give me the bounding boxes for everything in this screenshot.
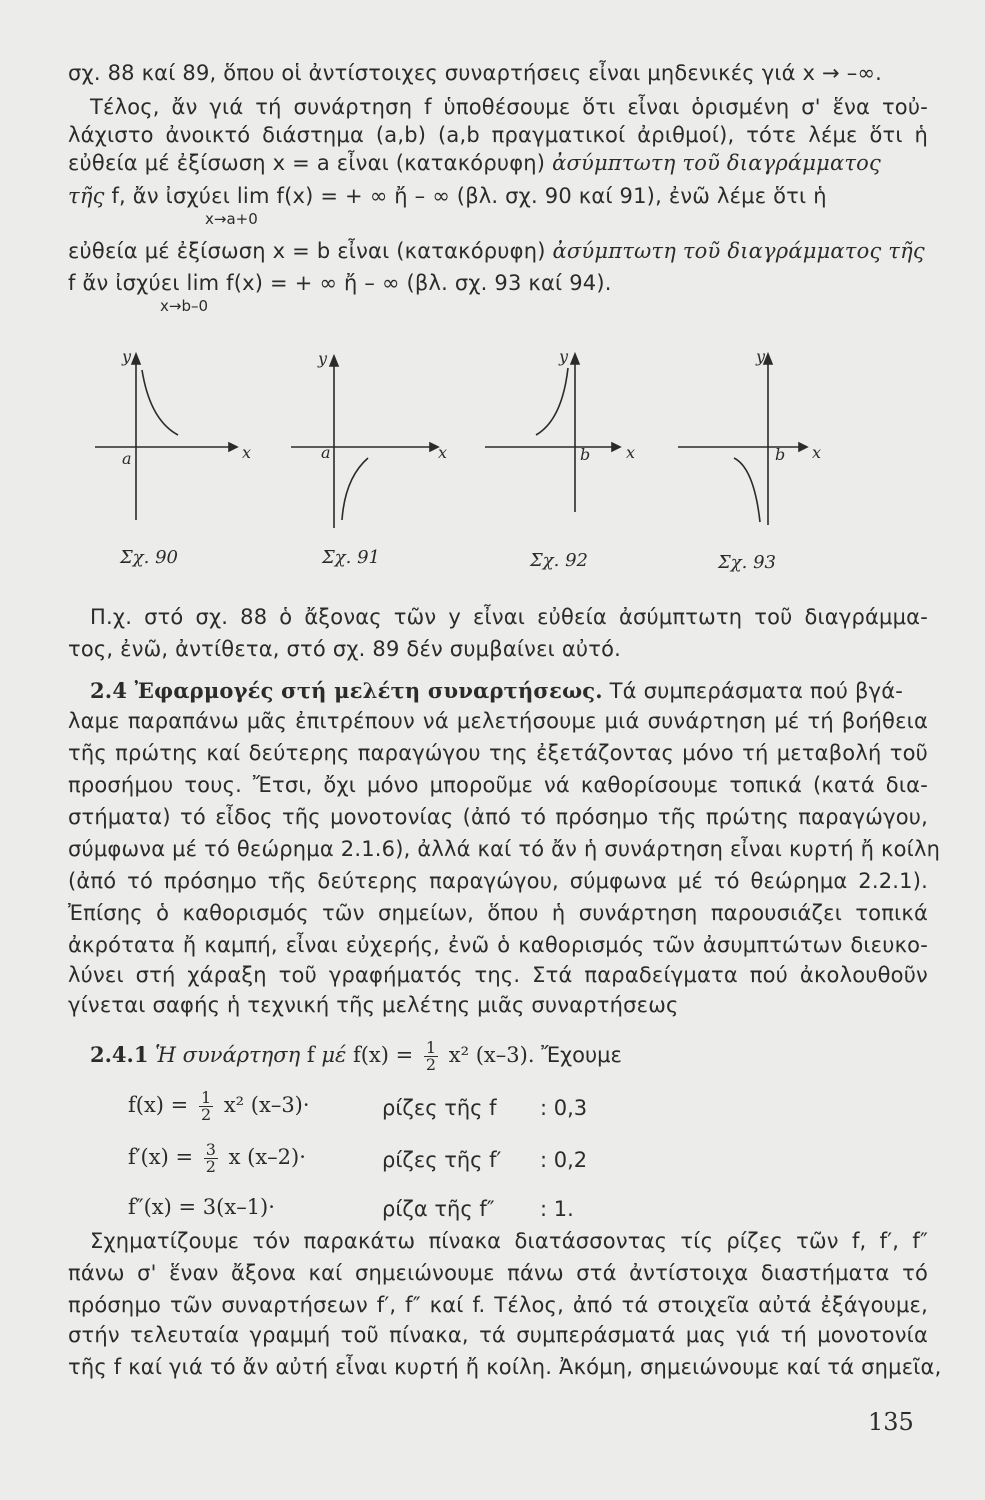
x-label: x [626,443,636,462]
equation-f-double-prime: f″(x) = 3(x–1)· [128,1195,275,1219]
text-line: στήν τελευταία γραμμή τοῦ πίνακα, τά συμπεράσματά μας γιά τή μονοτονία [68,1323,928,1347]
text-span: Τά συμπεράσματα πού βγά- [609,679,904,703]
y-label: y [318,349,328,368]
y-axis-arrow [330,356,338,366]
text-line: στήματα) τό εἶδος τῆς μονοτονίας (ἀπό τό πρόσημο τῆς πρώτης παραγώγου, [68,805,928,829]
text-line [68,183,928,209]
subsection-number: 2.4.1 [90,1042,149,1067]
x-label: x [438,443,448,462]
subsection-title: Ἡ συνάρτηση [155,1043,301,1067]
eq-lhs: f(x) = [128,1093,189,1117]
x-axis-arrow [229,443,237,451]
y-axis-arrow [132,354,140,364]
figure-caption: Σχ. 91 [322,547,380,568]
curve [536,368,568,435]
denominator: 2 [200,1105,212,1124]
text-line: Ἐπίσης ὁ καθορισμός τῶν σημείων, ὅπου ἡ συνάρτηση παρουσιάζει τοπικά [68,901,928,925]
numerator: 1 [425,1038,437,1057]
y-axis-arrow [571,354,579,364]
b-label: b [775,445,786,464]
section-heading: 2.4 Ἐφαρμογές στή μελέτη συναρτήσεως. [90,678,603,703]
x-label: x [242,443,252,462]
x-axis-arrow [430,443,438,451]
x-label: x [812,443,822,462]
text-span: Ἔχουμε [541,1043,622,1067]
a-label: a [122,449,132,468]
text-line: πάνω σ' ἕναν ἄξονα καί σημειώνουμε πάνω στά ἀντίστοιχα διαστήματα τό [68,1261,928,1285]
text-line: λύνει στή χάραξη τοῦ γραφήματός της. Στά παραδείγματα πού ἀκολουθοῦν [68,963,928,987]
figure-caption: Σχ. 92 [530,550,588,571]
fraction-half [424,1040,438,1073]
text-span: f, ἄν ἰσχύει lim f(x) = + ∞ ἤ – ∞ (βλ. σχ. 90 καί 91), ἐνῶ λέμε ὅτι ἡ [111,184,827,208]
curve [734,458,760,522]
fraction [199,1090,213,1123]
y-axis-arrow [764,354,772,364]
curve [342,458,368,520]
equation-f-prime [128,1142,306,1175]
fx-label: f(x) = [352,1043,414,1067]
text-line: Σχηματίζουμε τόν παρακάτω πίνακα διατάσσοντας τίς ρίζες τῶν f, f′, f″ [90,1229,928,1253]
italic-term: ἀσύμπτωτη τοῦ διαγράμματος τῆς [552,239,925,263]
roots-label: ρίζα τῆς f″ [382,1197,495,1221]
text-span: εὐθεία μέ ἐξίσωση x = b εἶναι (κατακόρυφη) [68,239,546,263]
section-line [90,678,928,704]
denominator: 2 [205,1157,216,1176]
text-line: τῆς f καί γιά τό ἄν αὐτή εἶναι κυρτή ἤ κοίλη. Ἀκόμη, σημειώνουμε καί τά σημεῖα, [68,1355,942,1379]
text-line: Τέλος, ἄν γιά τή συνάρτηση f ὑποθέσουμε ὅτι εἶναι ὁρισμένη σ' ἕνα τοὐ- [90,95,928,119]
denominator: 2 [425,1055,437,1074]
fraction [204,1142,218,1175]
y-label: y [756,347,766,366]
limit-subscript: x→a+0 [205,210,258,228]
curve [142,370,178,435]
text-line: γίνεται σαφής ἡ τεχνική τῆς μελέτης μιᾶς συναρτήσεως [68,993,679,1017]
y-label: y [122,347,132,366]
function-name: f [306,1043,315,1067]
roots-values: : 0,2 [540,1148,588,1172]
roots-values: : 0,3 [540,1096,588,1120]
text-line: προσήμου τους. Ἔτσι, ὄχι μόνο μποροῦμε νά καθορίσουμε τοπικά (κατά δια- [68,773,928,797]
italic-term: τῆς [68,184,105,208]
text-line [68,150,928,176]
eq-rhs: x² (x–3)· [223,1093,310,1117]
roots-values: : 1. [540,1197,574,1221]
page-number: 135 [868,1408,914,1436]
text-line: τῆς πρώτης καί δεύτερης παραγώγου της ἐξετάζοντας μόνο τή μεταβολή τοῦ [68,741,928,765]
text-line: Π.χ. στό σχ. 88 ὁ ἄξονας τῶν y εἶναι εὐθεία ἀσύμπτωτη τοῦ διαγράμμα- [90,605,928,629]
subsection-heading [90,1040,622,1073]
roots-label: ρίζες τῆς f [382,1096,497,1120]
limit-subscript: x→b–0 [160,297,209,315]
text-line: πρόσημο τῶν συναρτήσεων f′, f″ καί f. Τέλος, ἀπό τά στοιχεῖα αὐτά ἐξάγουμε, [68,1293,928,1317]
text-line: σύμφωνα μέ τό θεώρημα 2.1.6), ἀλλά καί τό ἄν ἡ συνάρτηση εἶναι κυρτή ἤ κοίλη [68,837,941,861]
text-line: f ἄν ἰσχύει lim f(x) = + ∞ ἤ – ∞ (βλ. σχ. 93 καί 94). [68,271,612,295]
text-line: ἀκρότατα ἤ καμπή, εἶναι εὐχερής, ἐνῶ ὁ καθορισμός τῶν ἀσυμπτώτων διευκο- [68,933,928,957]
roots-label: ρίζες τῆς f′ [382,1148,502,1172]
italic-term: ἀσύμπτωτη τοῦ διαγράμματος [552,151,881,175]
me-word: μέ [321,1043,347,1067]
text-line: λάχιστο ἀνοικτό διάστημα (a,b) (a,b πραγματικοί ἀριθμοί), τότε λέμε ὅτι ἡ [68,123,928,147]
figure-caption: Σχ. 93 [718,552,776,573]
x-axis-arrow [612,443,620,451]
y-label: y [559,347,569,366]
text-line: σχ. 88 καί 89, ὅπου οἱ ἀντίστοιχες συναρτήσεις εἶναι μηδενικές γιά x → –∞. [68,61,882,85]
a-label: a [321,443,331,462]
text-line: (ἀπό τό πρόσημο τῆς δεύτερης παραγώγου, σύμφωνα μέ τό θεώρημα 2.2.1). [68,869,928,893]
eq-rhs: x (x–2)· [228,1145,306,1169]
figure-caption: Σχ. 90 [120,547,178,568]
function-expression: x² (x–3). [448,1043,535,1067]
text-line: τος, ἐνῶ, ἀντίθετα, στό σχ. 89 δέν συμβαίνει αὐτό. [68,637,622,661]
x-axis-arrow [799,443,807,451]
text-line [68,238,928,264]
text-span: εὐθεία μέ ἐξίσωση x = a εἶναι (κατακόρυφη) [68,151,546,175]
text-line: λαμε παραπάνω μᾶς ἐπιτρέπουν νά μελετήσουμε μιά συνάρτηση μέ τή βοήθεια [68,709,928,733]
asymptote-figures [0,340,985,540]
numerator: 3 [205,1140,216,1159]
b-label: b [580,445,591,464]
equation-f [128,1090,310,1123]
numerator: 1 [200,1088,212,1107]
eq-lhs: f′(x) = [128,1145,194,1169]
